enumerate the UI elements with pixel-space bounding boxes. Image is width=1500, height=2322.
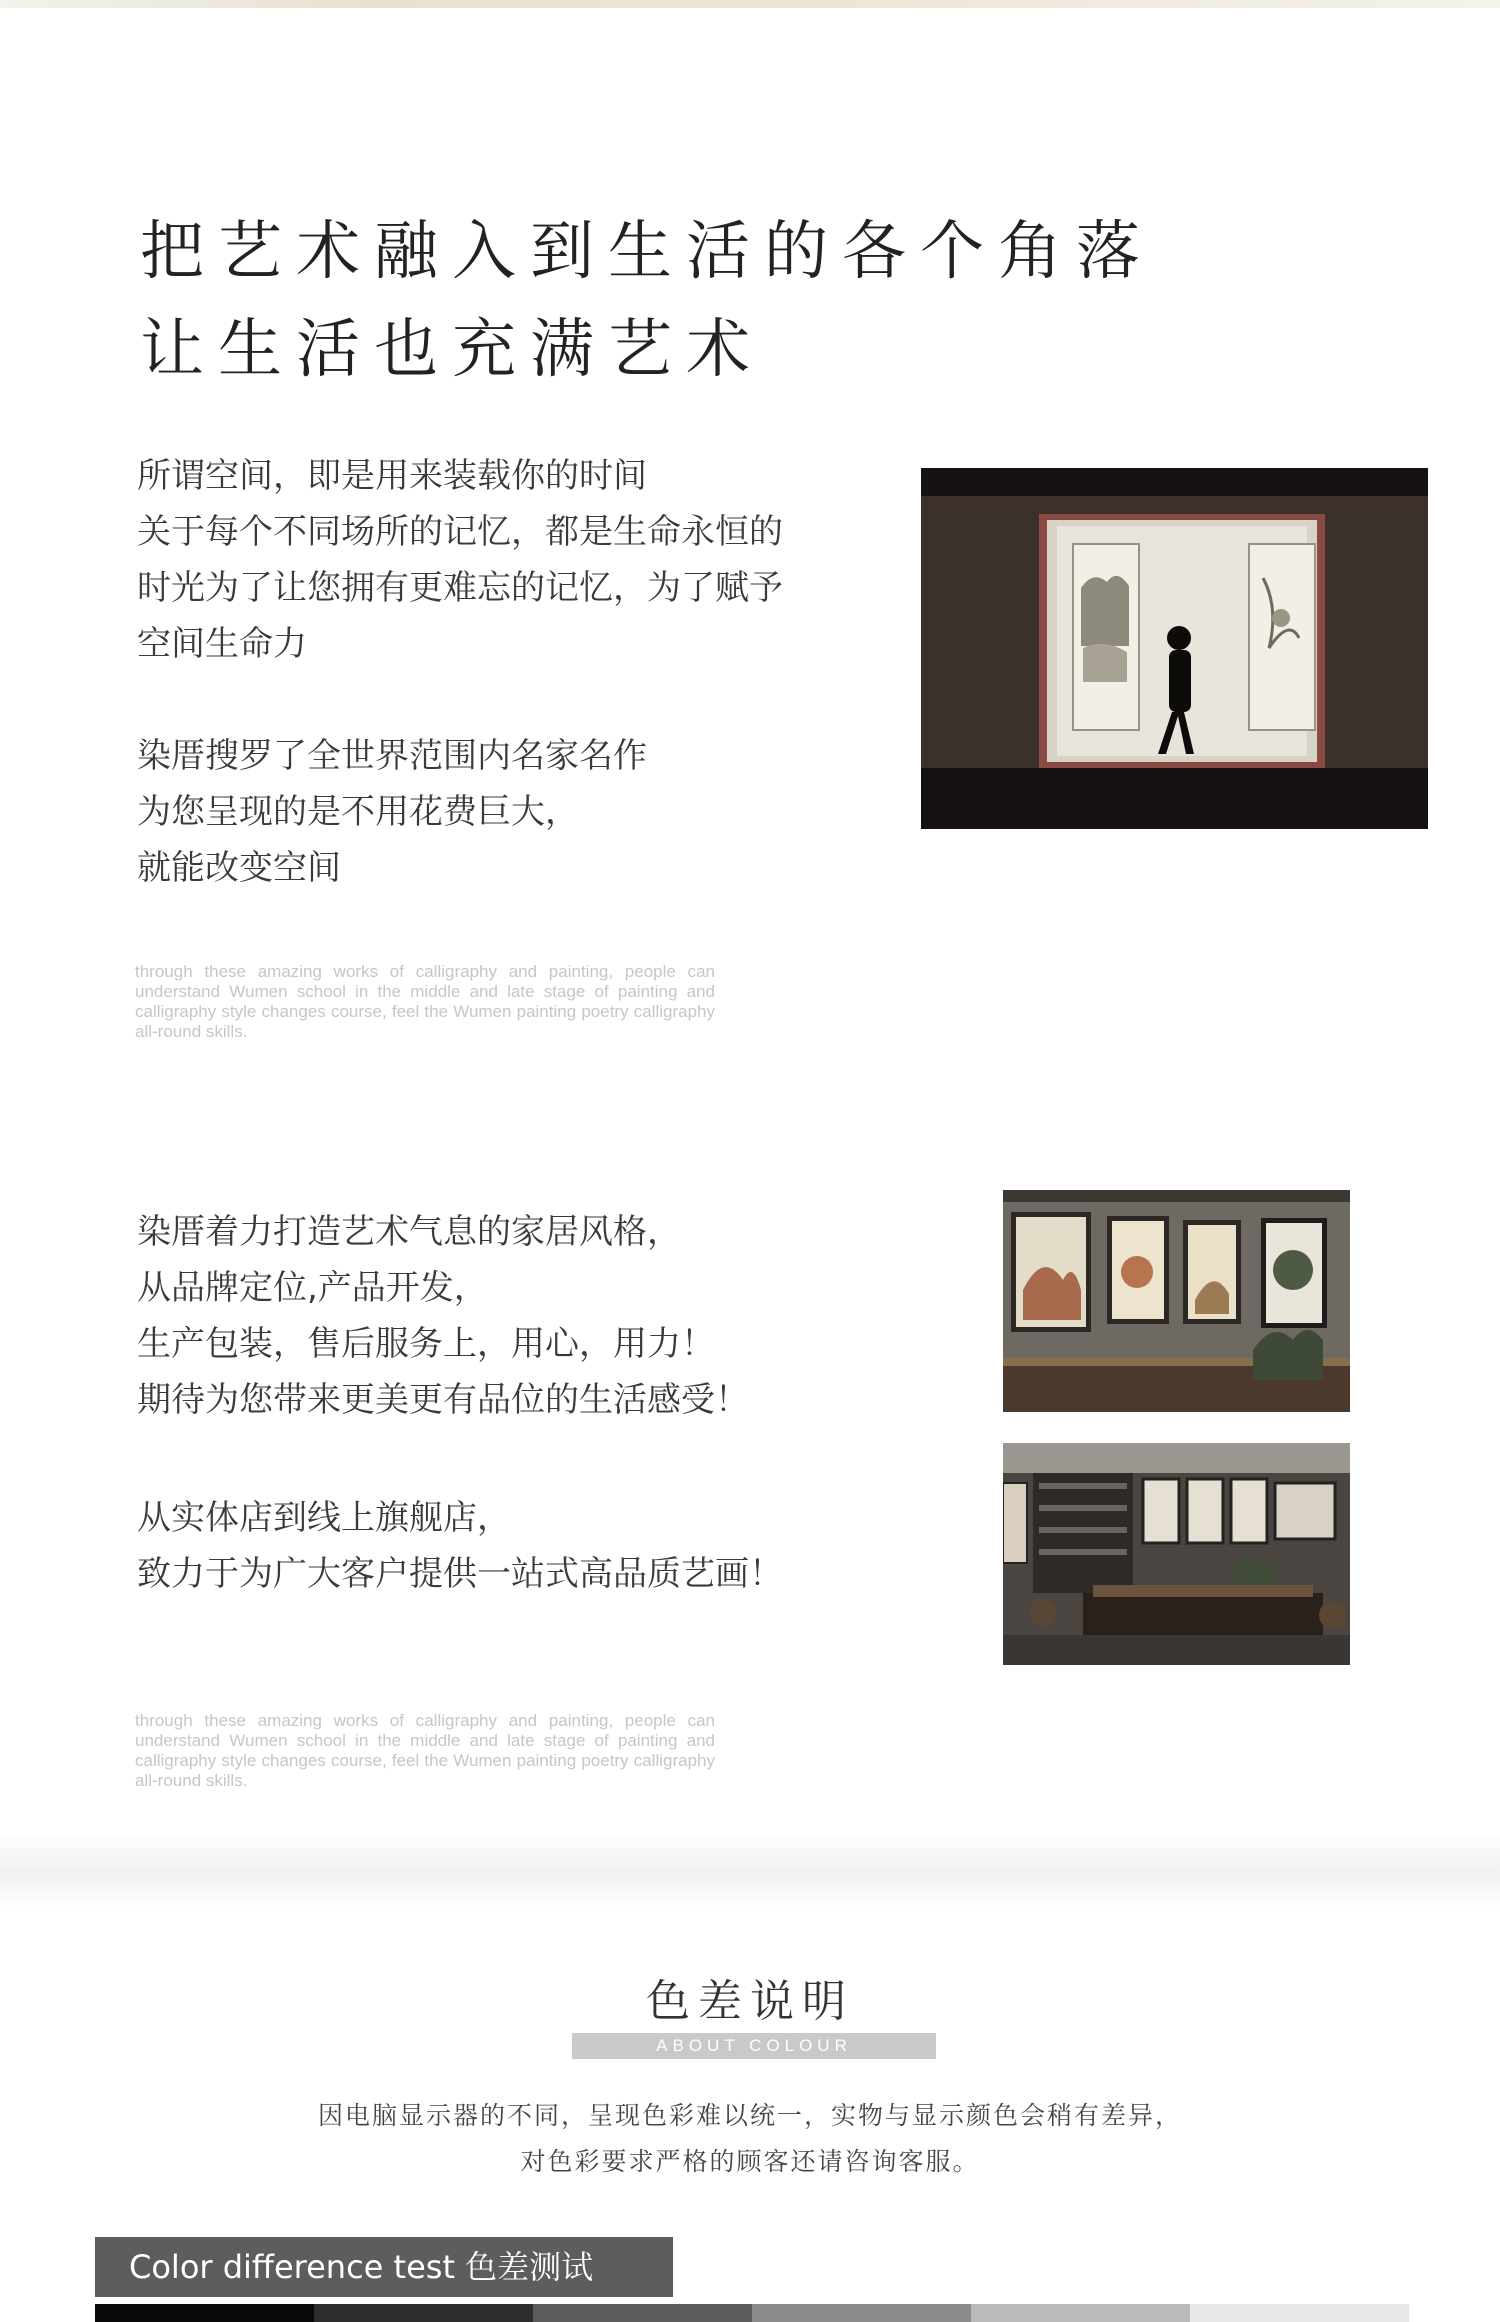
text-line: 从品牌定位,产品开发， [137,1268,488,1308]
text-line: 生产包装，售后服务上，用心，用力！ [137,1324,715,1364]
section2-paragraph-2 [137,1490,783,1602]
top-gradient-strip [0,0,1500,8]
text-line: 从实体店到线上旗舰店， [137,1498,511,1538]
swatch-5 [971,2304,1190,2322]
text-line: 所谓空间，即是用来装载你的时间 [137,456,647,496]
text-line: 染厝着力打造艺术气息的家居风格， [137,1212,681,1252]
section1-paragraph-2 [137,728,647,896]
section1-paragraph-1 [137,448,783,672]
text-line: 空间生命力 [137,624,307,664]
color-notice-line-1: 因电脑显示器的不同，呈现色彩难以统一，实物与显示颜色会稍有差异， [317,2101,1182,2130]
color-notice-line-2: 对色彩要求严格的顾客还请咨询客服。 [520,2147,980,2176]
swatch-4 [752,2304,971,2322]
color-section-title: 色差说明 [646,1976,854,2027]
text-line: 时光为了让您拥有更难忘的记忆，为了赋予 [137,568,783,608]
swatch-3 [533,2304,752,2322]
color-test-label: Color difference test 色差测试 [95,2237,673,2297]
color-swatch-strip [95,2304,1409,2322]
text-line: 为您呈现的是不用花费巨大， [137,792,579,832]
text-line: 关于每个不同场所的记忆，都是生命永恒的 [137,512,783,552]
headline-line-1: 把艺术融入到生活的各个角落 [140,215,1154,289]
gallery-photo [921,468,1428,829]
swatch-6 [1190,2304,1409,2322]
section2-english-caption: through these amazing works of calligraphy and painting, people can understand Wumen school in the middle and late stage of painting and calligraphy style changes course, feel the Wumen painting poetry calligraphy all-round skills. [135,1711,715,1790]
text-line: 期待为您带来更美更有品位的生活感受！ [137,1380,749,1420]
showroom-photo [1003,1443,1350,1665]
text-line: 致力于为广大客户提供一站式高品质艺画！ [137,1554,783,1594]
section-divider [0,1830,1500,1910]
wall-paintings-photo [1003,1190,1350,1412]
text-line: 染厝搜罗了全世界范围内名家名作 [137,736,647,776]
swatch-2 [314,2304,533,2322]
text-line: 就能改变空间 [137,848,341,888]
section1-english-caption: through these amazing works of calligraphy and painting, people can understand Wumen school in the middle and late stage of painting and calligraphy style changes course, feel the Wumen painting poetry calligraphy all-round skills. [135,962,715,1041]
color-section-subtitle: ABOUT COLOUR [572,2033,936,2059]
headline-line-2: 让生活也充满艺术 [140,313,764,387]
section2-paragraph-1 [137,1204,749,1428]
swatch-1 [95,2304,314,2322]
